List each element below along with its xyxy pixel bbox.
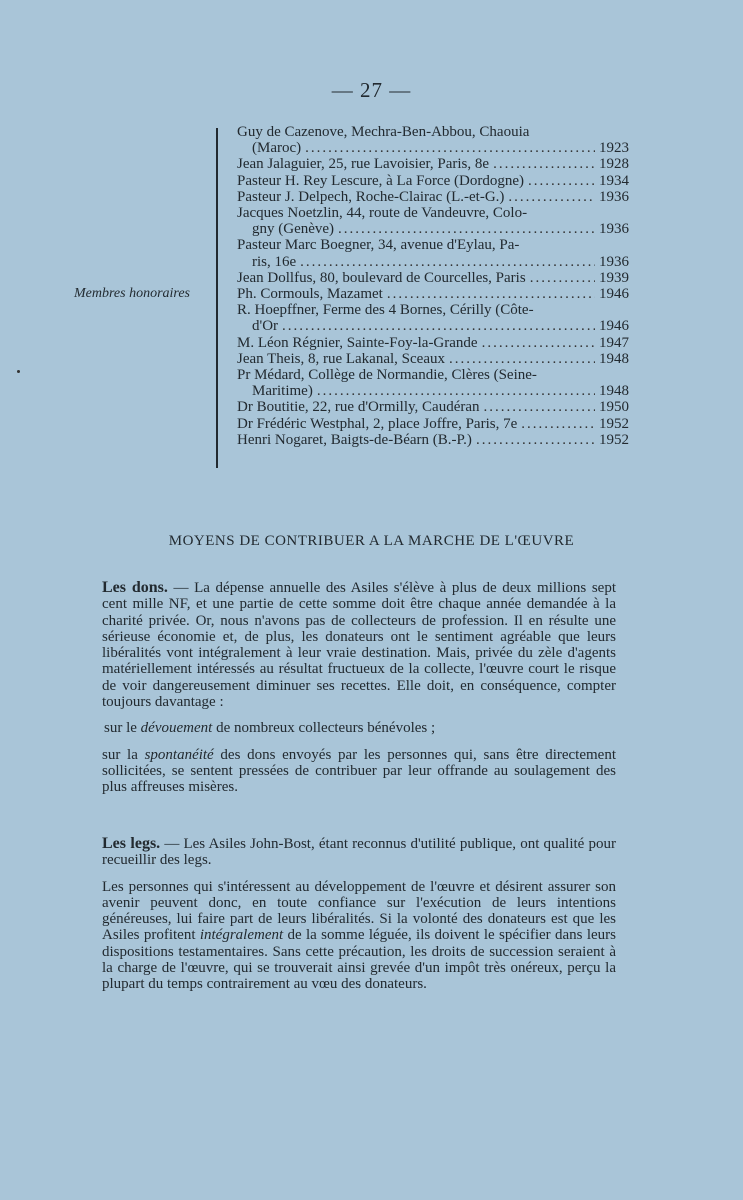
dons-p3-pre: sur la: [102, 746, 145, 763]
member-entry-line: [237, 156, 629, 172]
member-text: Pasteur J. Delpech, Roche-Clairac (L.-et-G.): [237, 188, 505, 205]
member-entry-line: [237, 351, 629, 367]
member-text: Pr Médard, Collège de Normandie, Clères (Seine-: [237, 367, 537, 384]
member-text: Jean Jalaguier, 25, rue Lavoisier, Paris, 8e: [237, 156, 490, 173]
dons-heading: Les dons.: [102, 579, 168, 596]
dons-p2-post: de nombreux collecteurs bénévoles ;: [212, 720, 436, 737]
member-text: Jean Dollfus, 80, boulevard de Courcelles, Paris: [237, 269, 526, 286]
member-year: 1923: [599, 140, 629, 157]
leader-dots: [484, 399, 595, 415]
leader-dots: [521, 416, 595, 432]
member-entry-line: [237, 124, 629, 140]
page-number: — 27 —: [331, 78, 412, 102]
member-entry-line: [237, 399, 629, 415]
section-title: MOYENS DE CONTRIBUER A LA MARCHE DE L'ŒUVRE: [168, 533, 575, 549]
member-entry-line: [237, 302, 629, 318]
member-text: gny (Genève): [252, 221, 335, 238]
member-text: Pasteur Marc Boegner, 34, avenue d'Eylau, Pa-: [237, 237, 520, 254]
member-text: Guy de Cazenove, Mechra-Ben-Abbou, Chaouia: [237, 124, 530, 140]
leader-dots: [317, 383, 595, 399]
member-entry-line: [237, 416, 629, 432]
leader-dots: [482, 335, 595, 351]
legs-p2-pre: Les personnes qui s'intéressent au développement de l'œuvre et désirent assurer son avenir peuvent donc, en toute confiance sur l'exécution de leurs intentions généreuses, lui faire part de leurs libéralités. Si la volonté des donateurs est que les Asiles profitent: [102, 878, 616, 944]
member-year: 1948: [599, 383, 629, 400]
member-entry-line: [237, 173, 629, 189]
member-entry-line: [237, 205, 629, 221]
member-entry-line: [237, 270, 629, 286]
leader-dots: [305, 140, 595, 156]
legs-p2-em: intégralement: [199, 927, 284, 944]
leader-dots: [493, 156, 595, 172]
member-year: 1952: [599, 431, 629, 448]
dons-p3-em: spontanéité: [144, 746, 214, 763]
member-entry-line: [237, 254, 629, 270]
legs-paragraph-1: — Les Asiles John-Bost, étant reconnus d'utilité publique, ont qualité pour recueillir des legs.: [102, 836, 616, 869]
dons-p2-pre: sur le: [104, 720, 141, 737]
member-text: Dr Frédéric Westphal, 2, place Joffre, Paris, 7e: [237, 415, 518, 432]
member-text: R. Hoepffner, Ferme des 4 Bornes, Cérilly (Côte-: [237, 302, 534, 319]
member-year: 1934: [599, 172, 629, 189]
legs-section: [102, 836, 616, 993]
member-entry-line: [237, 189, 629, 205]
legs-p2-post: de la somme léguée, ils doivent le spécifier dans leurs dispositions testamentaires. Sans cette précaution, les droits de succession seraient à la charge de l'œuvre, qui se trouverait ainsi grevée d'un impôt très onéreux, perçu la plupart du temps contrairement au vœu des donateurs.: [102, 927, 616, 993]
dons-paragraph-1: — La dépense annuelle des Asiles s'élève à plus de deux millions sept cent mille NF, et une partie de cette somme doit être chaque année demandée à la charité privée. Or, nous n'avons pas de collecteurs de profession. Il en résulte une sérieuse économie et, de plus, les donateurs ont le sentiment agréable que leurs libéralités vont intégralement à leur vraie destination. Mais, privée du zèle d'agents matériellement intéressés au résultat fructueux de la collecte, l'œuvre court le risque de voir dangereusement diminuer ses recettes. Elle doit, en conséquence, compter toujours davantage :: [102, 580, 616, 711]
member-entry-line: [237, 383, 629, 399]
member-year: 1939: [599, 269, 629, 286]
member-entry-line: [237, 286, 629, 302]
member-text: (Maroc): [252, 140, 302, 157]
member-year: 1946: [599, 286, 629, 303]
dons-p2-em: dévouement: [140, 720, 213, 737]
member-entry-line: [237, 237, 629, 253]
member-entry-line: [237, 335, 629, 351]
legs-heading: Les legs.: [102, 835, 161, 852]
member-year: 1950: [599, 399, 629, 416]
member-entry-line: [237, 318, 629, 334]
member-text: Ph. Cormouls, Mazamet: [237, 286, 383, 303]
leader-dots: [282, 318, 595, 334]
leader-dots: [300, 254, 595, 270]
member-year: 1947: [599, 334, 629, 351]
member-text: d'Or: [252, 318, 279, 335]
member-text: ris, 16e: [252, 253, 297, 270]
member-year: 1946: [599, 318, 629, 335]
members-bracket: [216, 128, 222, 468]
member-text: Jean Theis, 8, rue Lakanal, Sceaux: [237, 350, 445, 367]
member-text: Dr Boutitie, 22, rue d'Ormilly, Caudéran: [237, 399, 480, 416]
leader-dots: [387, 286, 595, 302]
member-year: 1948: [599, 350, 629, 367]
member-year: 1936: [599, 221, 629, 238]
member-text: Pasteur H. Rey Lescure, à La Force (Dordogne): [237, 172, 524, 189]
member-entry-line: [237, 140, 629, 156]
member-text: Henri Nogaret, Baigts-de-Béarn (B.-P.): [237, 431, 472, 448]
dons-section: [102, 580, 616, 796]
member-year: 1952: [599, 415, 629, 432]
member-text: Maritime): [252, 383, 313, 400]
leader-dots: [476, 432, 595, 448]
member-entry-line: [237, 367, 629, 383]
margin-mark: [17, 370, 20, 373]
leader-dots: [449, 351, 595, 367]
member-entry-line: [237, 432, 629, 448]
member-year: 1936: [599, 253, 629, 270]
member-text: Jacques Noetzlin, 44, route de Vandeuvre, Colo-: [237, 205, 528, 222]
member-year: 1928: [599, 156, 629, 173]
leader-dots: [508, 189, 595, 205]
member-text: M. Léon Régnier, Sainte-Foy-la-Grande: [237, 334, 478, 351]
member-entry-line: [237, 221, 629, 237]
leader-dots: [530, 270, 595, 286]
member-year: 1936: [599, 188, 629, 205]
members-list: [237, 124, 629, 448]
leader-dots: [528, 173, 595, 189]
dons-p3-post: des dons envoyés par les personnes qui, sans être directement sollicitées, se sentent pressées de contribuer par leur offrande au soulagement des plus affreuses misères.: [102, 746, 616, 796]
leader-dots: [338, 221, 595, 237]
members-label: Membres honoraires: [74, 286, 191, 301]
